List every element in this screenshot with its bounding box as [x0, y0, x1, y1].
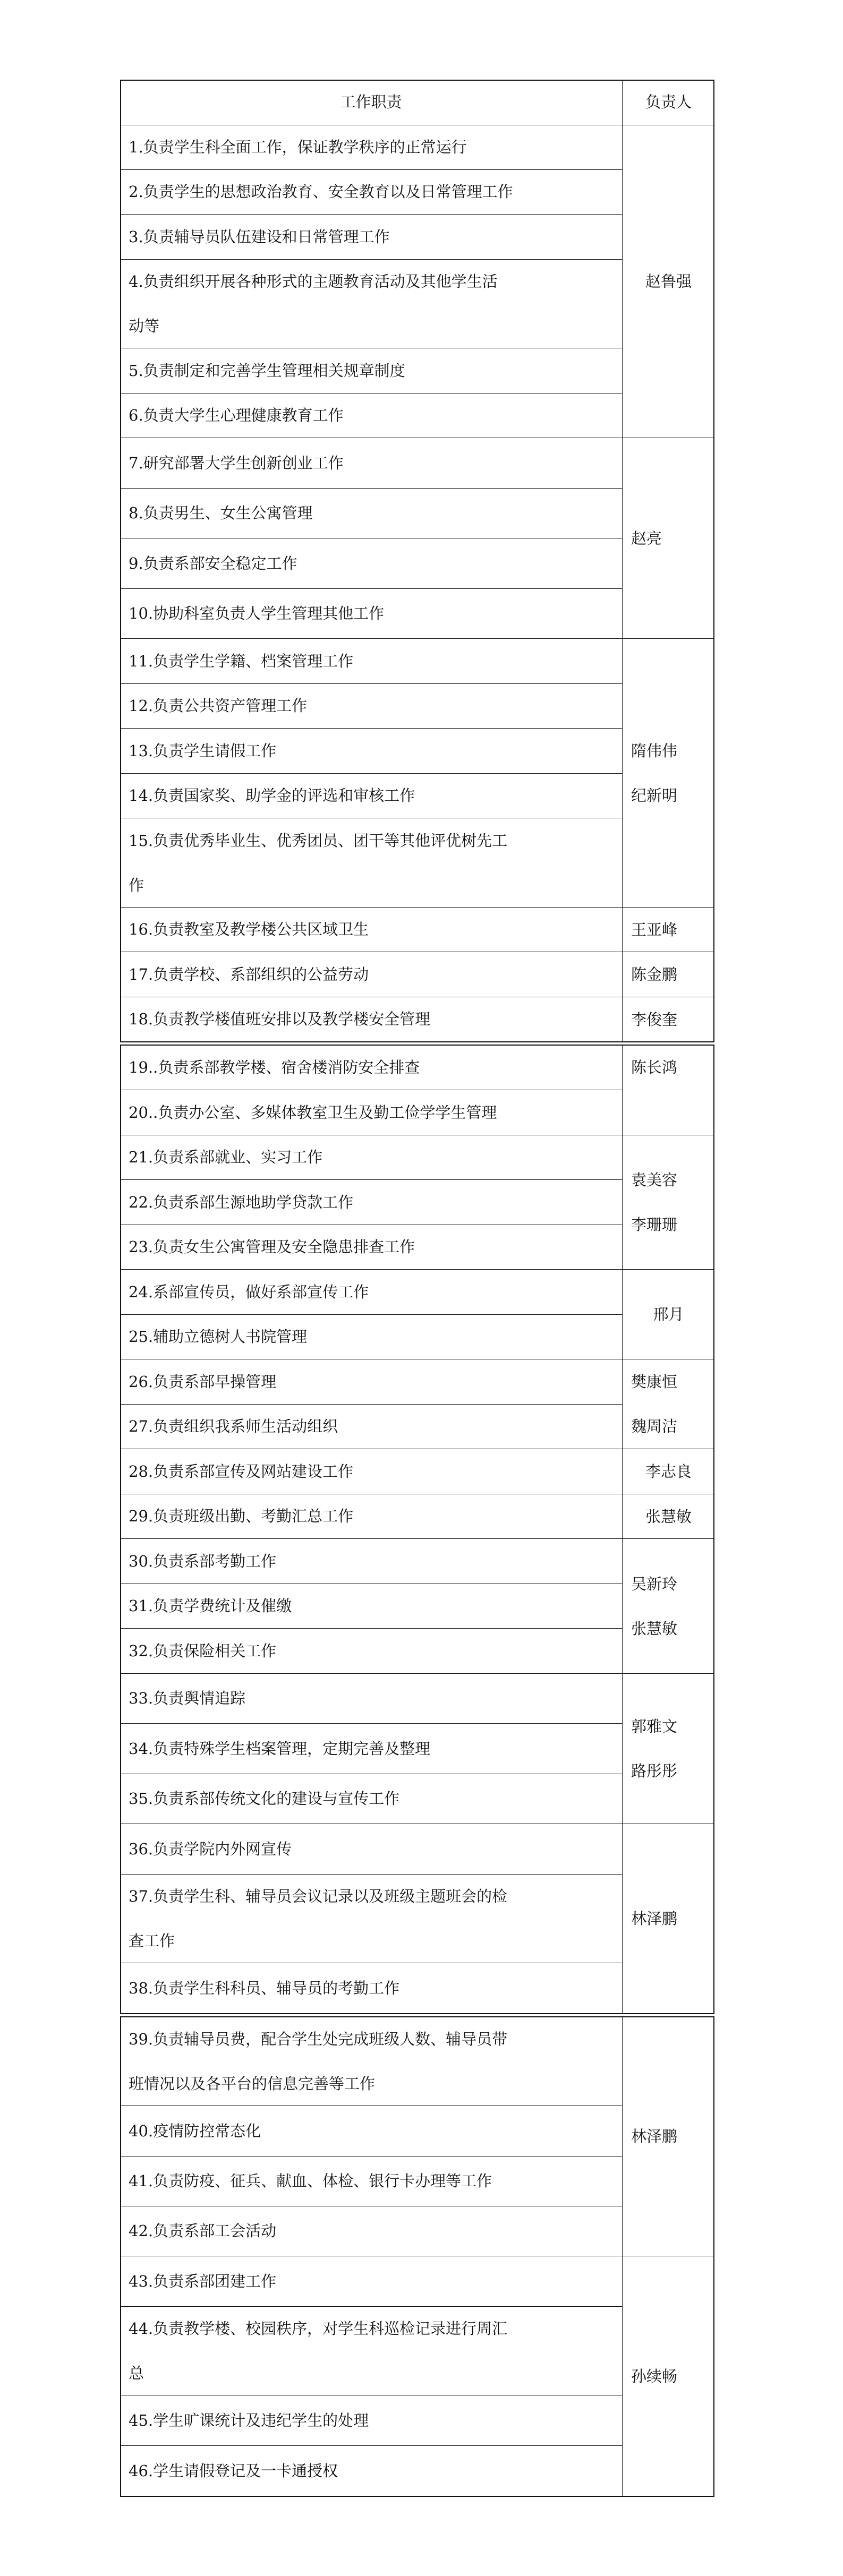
person-name: 陈长鸿	[631, 1058, 678, 1076]
duty-text: 15.负责优秀毕业生、优秀团员、团干等其他评优树先工	[129, 831, 508, 850]
duty-text: 17.负责学校、系部组织的公益劳动	[129, 965, 369, 983]
duty-cell	[120, 908, 622, 952]
person-name: 李珊珊	[631, 1216, 678, 1234]
duty-text: 41.负责防疫、征兵、献血、体检、银行卡办理等工作	[129, 2172, 492, 2190]
person-name: 隋伟伟	[631, 741, 678, 760]
duty-text: 总	[129, 2364, 144, 2382]
duty-text: 42.负责系部工会活动	[129, 2222, 277, 2240]
duty-text: 35.负责系部传统文化的建设与宣传工作	[129, 1790, 400, 1808]
duty-text: 31.负责学费统计及催缴	[129, 1597, 292, 1615]
duty-cell	[120, 1045, 622, 1090]
duty-cell	[120, 438, 622, 489]
duty-cell	[120, 1225, 622, 1270]
duty-cell	[120, 639, 622, 684]
duty-cell	[120, 1584, 622, 1629]
person-name: 纪新明	[631, 786, 678, 805]
duty-text: 33.负责舆情追踪	[129, 1689, 246, 1707]
person-name: 袁美容	[631, 1171, 678, 1189]
duty-text: 28.负责系部宣传及网站建设工作	[129, 1462, 354, 1480]
duty-text: 作	[129, 876, 144, 894]
duty-cell	[120, 393, 622, 438]
header-duty	[120, 80, 622, 125]
duty-cell	[120, 538, 622, 589]
person-cell	[622, 1824, 714, 2014]
duty-text: 24.系部宣传员，做好系部宣传工作	[129, 1282, 369, 1301]
person-name: 张慧敏	[631, 1619, 678, 1638]
duty-text: 38.负责学生科科员、辅导员的考勤工作	[129, 1979, 400, 1997]
person-name: 樊康恒	[631, 1373, 678, 1391]
duty-cell	[120, 348, 622, 393]
duty-text: 26.负责系部早操管理	[129, 1372, 277, 1391]
person-name: 林泽鹏	[631, 2127, 678, 2145]
duty-cell	[120, 170, 622, 215]
duty-cell	[120, 2106, 622, 2156]
duty-cell	[120, 729, 622, 774]
person-name: 赵亮	[631, 529, 662, 547]
person-cell	[622, 1494, 714, 1539]
duty-text: 18.负责教学楼值班安排以及教学楼安全管理	[129, 1010, 431, 1028]
person-name: 孙续畅	[631, 2367, 678, 2385]
duty-cell	[120, 2156, 622, 2206]
header-person-label: 负责人	[645, 93, 692, 111]
duty-text: 动等	[129, 317, 160, 335]
duty-cell	[120, 1629, 622, 1674]
duty-cell	[120, 2395, 622, 2446]
person-cell	[622, 952, 714, 997]
person-cell	[622, 438, 714, 639]
person-cell	[622, 2017, 714, 2256]
duty-cell	[120, 125, 622, 170]
person-name: 郭雅文	[631, 1717, 678, 1735]
duty-text: 37.负责学生科、辅导员会议记录以及班级主题班会的检	[129, 1887, 508, 1905]
duty-cell	[120, 1774, 622, 1824]
duty-cell	[120, 1270, 622, 1315]
duty-text: 2.负责学生的思想政治教育、安全教育以及日常管理工作	[129, 183, 513, 201]
person-cell	[622, 1359, 714, 1449]
duty-cell	[120, 260, 622, 348]
duty-text: 46.学生请假登记及一卡通授权	[129, 2461, 338, 2480]
header-person	[622, 80, 714, 125]
duty-cell	[120, 2256, 622, 2307]
duty-text: 10.协助科室负责人学生管理其他工作	[129, 604, 385, 622]
duty-cell	[120, 1090, 622, 1135]
duty-text: 14.负责国家奖、助学金的评选和审核工作	[129, 786, 415, 805]
duty-text: 44.负责教学楼、校园秩序，对学生科巡检记录进行周汇	[129, 2320, 508, 2338]
duty-cell	[120, 1724, 622, 1774]
header-duty-label: 工作职责	[340, 93, 402, 111]
duty-text: 39.负责辅导员费，配合学生处完成班级人数、辅导员带	[129, 2030, 508, 2048]
duty-text: 1.负责学生科全面工作，保证教学秩序的正常运行	[129, 138, 467, 156]
duty-cell	[120, 1405, 622, 1449]
duty-cell	[120, 1315, 622, 1359]
duty-text: 11.负责学生学籍、档案管理工作	[129, 652, 354, 670]
duty-text: 20..负责办公室、多媒体教室卫生及勤工俭学学生管理	[129, 1103, 497, 1122]
duty-cell	[120, 2307, 622, 2395]
duty-text: 7.研究部署大学生创新创业工作	[129, 453, 344, 472]
duty-text: 29.负责班级出勤、考勤汇总工作	[129, 1507, 354, 1525]
duty-text: 45.学生旷课统计及违纪学生的处理	[129, 2411, 369, 2429]
duty-cell	[120, 215, 622, 260]
person-cell	[622, 639, 714, 908]
duty-text: 5.负责制定和完善学生管理相关规章制度	[129, 361, 405, 380]
duty-text: 22.负责系部生源地助学贷款工作	[129, 1193, 354, 1211]
person-cell	[622, 1135, 714, 1270]
duty-cell	[120, 1359, 622, 1405]
person-name: 魏周洁	[631, 1417, 678, 1435]
duty-cell	[120, 1963, 622, 2014]
person-name: 张慧敏	[645, 1507, 692, 1526]
duty-cell	[120, 1674, 622, 1724]
duty-text: 25.辅助立德树人书院管理	[129, 1328, 308, 1346]
duty-cell	[120, 1494, 622, 1539]
duty-text: 3.负责辅导员队伍建设和日常管理工作	[129, 227, 390, 246]
person-name: 林泽鹏	[631, 1910, 678, 1928]
duty-text: 班情况以及各平台的信息完善等工作	[129, 2074, 376, 2093]
duty-text: 4.负责组织开展各种形式的主题教育活动及其他学生活	[129, 272, 498, 290]
person-cell	[622, 125, 714, 438]
duty-text: 36.负责学院内外网宣传	[129, 1839, 292, 1858]
duty-text: 27.负责组织我系师生活动组织	[129, 1417, 338, 1435]
person-name: 王亚峰	[631, 920, 678, 939]
duty-text: 16.负责教室及教学楼公共区域卫生	[129, 920, 369, 938]
person-name: 李志良	[645, 1462, 692, 1480]
duty-text: 23.负责女生公寓管理及安全隐患排查工作	[129, 1238, 415, 1256]
duty-text: 13.负责学生请假工作	[129, 741, 277, 760]
duty-cell	[120, 774, 622, 818]
duty-cell	[120, 1449, 622, 1494]
person-cell	[622, 1539, 714, 1674]
person-cell	[622, 1045, 714, 1135]
duty-cell	[120, 589, 622, 639]
person-cell	[622, 1674, 714, 1824]
duty-cell	[120, 818, 622, 908]
person-name: 赵鲁强	[645, 272, 692, 290]
duty-cell	[120, 1180, 622, 1225]
duty-cell	[120, 1824, 622, 1875]
duty-cell	[120, 2017, 622, 2106]
person-name: 李俊奎	[631, 1010, 678, 1029]
person-cell	[622, 908, 714, 952]
duty-text: 9.负责系部安全稳定工作	[129, 554, 297, 572]
duty-cell	[120, 1135, 622, 1180]
duty-text: 19..负责系部教学楼、宿舍楼消防安全排查	[129, 1058, 420, 1076]
duty-cell	[120, 997, 622, 1042]
duty-text: 6.负责大学生心理健康教育工作	[129, 406, 344, 424]
person-name: 吴新玲	[631, 1574, 678, 1593]
person-name: 邢月	[653, 1305, 684, 1323]
person-cell	[622, 997, 714, 1042]
duty-text: 40.疫情防控常态化	[129, 2121, 261, 2140]
person-cell	[622, 1449, 714, 1494]
person-name: 陈金鹏	[631, 965, 678, 983]
duty-text: 查工作	[129, 1932, 175, 1950]
duty-cell	[120, 2206, 622, 2256]
duty-cell	[120, 952, 622, 997]
person-cell	[622, 2256, 714, 2496]
duty-text: 8.负责男生、女生公寓管理	[129, 504, 313, 522]
person-name: 路彤彤	[631, 1762, 678, 1780]
duty-text: 32.负责保险相关工作	[129, 1641, 277, 1660]
duty-cell	[120, 684, 622, 729]
duty-cell	[120, 2446, 622, 2496]
duty-text: 34.负责特殊学生档案管理，定期完善及整理	[129, 1739, 431, 1758]
person-cell	[622, 1270, 714, 1359]
duty-text: 21.负责系部就业、实习工作	[129, 1148, 323, 1166]
duty-text: 30.负责系部考勤工作	[129, 1552, 277, 1570]
duty-text: 12.负责公共资产管理工作	[129, 697, 308, 715]
duty-text: 43.负责系部团建工作	[129, 2272, 277, 2290]
duty-cell	[120, 1539, 622, 1584]
duty-cell	[120, 1875, 622, 1963]
duty-cell	[120, 489, 622, 538]
